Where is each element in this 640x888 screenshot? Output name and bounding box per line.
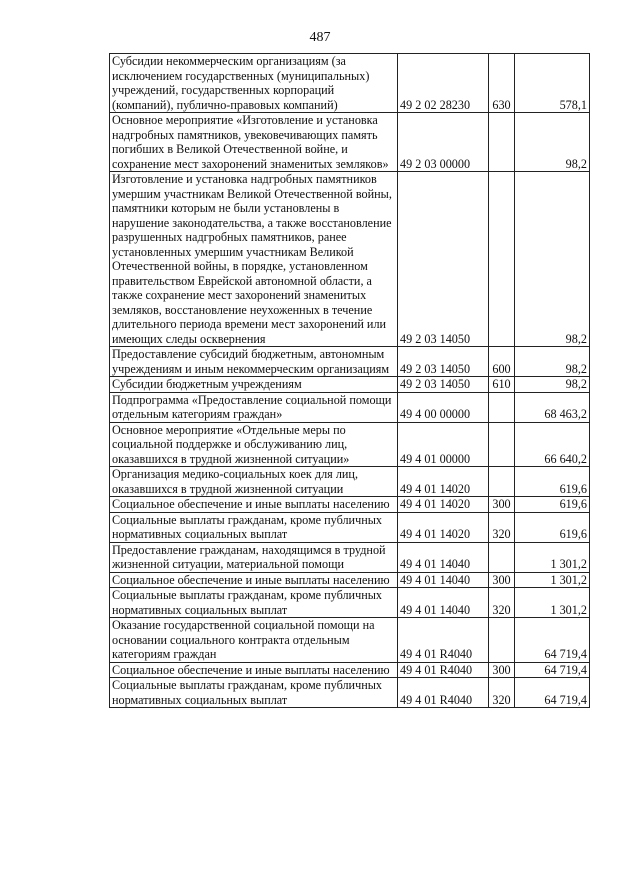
row-description: Основное мероприятие «Изготовление и установка надгробных памятников, увековечивающих память погибших в Великой Отечественной войне, и сохранение мест захоронений знаменитых земляков»: [110, 113, 398, 172]
row-description: Социальное обеспечение и иные выплаты населению: [110, 662, 398, 678]
row-amount: 98,2: [515, 347, 590, 377]
row-code: 49 2 03 00000: [398, 113, 489, 172]
row-code: 49 4 01 R4040: [398, 678, 489, 708]
row-description: Социальное обеспечение и иные выплаты населению: [110, 572, 398, 588]
row-amount: 68 463,2: [515, 392, 590, 422]
row-code: 49 4 01 14020: [398, 467, 489, 497]
row-expense-type: 320: [489, 512, 515, 542]
row-amount: 619,6: [515, 467, 590, 497]
row-code: 49 2 03 14050: [398, 347, 489, 377]
table-row: [110, 347, 590, 377]
table-row: [110, 678, 590, 708]
row-amount: 66 640,2: [515, 422, 590, 467]
table-row: [110, 572, 590, 588]
row-description: Социальное обеспечение и иные выплаты населению: [110, 497, 398, 513]
table-row: [110, 113, 590, 172]
row-expense-type: [489, 172, 515, 347]
row-amount: 619,6: [515, 512, 590, 542]
table-row: [110, 377, 590, 393]
row-code: 49 4 01 14040: [398, 588, 489, 618]
row-amount: 98,2: [515, 113, 590, 172]
row-code: 49 4 01 R4040: [398, 662, 489, 678]
row-description: Организация медико-социальных коек для лиц, оказавшихся в трудной жизненной ситуации: [110, 467, 398, 497]
row-expense-type: [489, 113, 515, 172]
row-code: 49 4 01 14040: [398, 572, 489, 588]
row-amount: 578,1: [515, 54, 590, 113]
row-amount: 619,6: [515, 497, 590, 513]
row-expense-type: [489, 392, 515, 422]
row-code: 49 2 02 28230: [398, 54, 489, 113]
row-description: Изготовление и установка надгробных памятников умершим участникам Великой Отечественной войны, памятники которым не были установлены в нарушение законодательства, а также восстановление разрушенных надгробных памятников, ранее установленных умершим участникам Великой Отечественной войны, в порядке, установленном правительством Еврейской автономной области, а также сохранение мест захоронений знаменитых земляков, восстановление неухоженных в течение длительного периода времени мест захоронений или имеющих следы осквернения: [110, 172, 398, 347]
row-code: 49 4 01 14020: [398, 497, 489, 513]
row-description: Социальные выплаты гражданам, кроме публичных нормативных социальных выплат: [110, 678, 398, 708]
row-code: 49 2 03 14050: [398, 377, 489, 393]
row-description: Подпрограмма «Предоставление социальной помощи отдельным категориям граждан»: [110, 392, 398, 422]
row-expense-type: [489, 542, 515, 572]
row-amount: 64 719,4: [515, 662, 590, 678]
row-expense-type: 630: [489, 54, 515, 113]
table-row: [110, 588, 590, 618]
row-expense-type: 300: [489, 662, 515, 678]
row-code: 49 4 01 R4040: [398, 618, 489, 663]
row-code: 49 4 01 14040: [398, 542, 489, 572]
row-code: 49 4 01 00000: [398, 422, 489, 467]
row-expense-type: [489, 618, 515, 663]
row-amount: 1 301,2: [515, 588, 590, 618]
budget-table: [109, 53, 590, 708]
table-row: [110, 422, 590, 467]
row-description: Социальные выплаты гражданам, кроме публичных нормативных социальных выплат: [110, 512, 398, 542]
table-row: [110, 392, 590, 422]
row-description: Субсидии бюджетным учреждениям: [110, 377, 398, 393]
row-expense-type: [489, 467, 515, 497]
table-row: [110, 662, 590, 678]
row-expense-type: 320: [489, 678, 515, 708]
row-description: Социальные выплаты гражданам, кроме публичных нормативных социальных выплат: [110, 588, 398, 618]
table-row: [110, 618, 590, 663]
table-row: [110, 54, 590, 113]
row-description: Предоставление гражданам, находящимся в трудной жизненной ситуации, материальной помощи: [110, 542, 398, 572]
row-amount: 64 719,4: [515, 678, 590, 708]
row-amount: 98,2: [515, 172, 590, 347]
row-code: 49 4 01 14020: [398, 512, 489, 542]
page-number: 487: [309, 30, 331, 45]
table-row: [110, 542, 590, 572]
table-row: [110, 512, 590, 542]
row-description: Предоставление субсидий бюджетным, автономным учреждениям и иным некоммерческим организациям: [110, 347, 398, 377]
row-expense-type: [489, 422, 515, 467]
row-description: Субсидии некоммерческим организациям (за исключением государственных (муниципальных) учреждений, государственных корпораций (компаний), публично-правовых компаний): [110, 54, 398, 113]
table-row: [110, 497, 590, 513]
row-description: Основное мероприятие «Отдельные меры по социальной поддержке и обслуживанию лиц, оказавшихся в трудной жизненной ситуации»: [110, 422, 398, 467]
row-amount: 1 301,2: [515, 572, 590, 588]
row-expense-type: 600: [489, 347, 515, 377]
row-expense-type: 610: [489, 377, 515, 393]
row-code: 49 2 03 14050: [398, 172, 489, 347]
table-row: [110, 467, 590, 497]
row-amount: 98,2: [515, 377, 590, 393]
row-amount: 64 719,4: [515, 618, 590, 663]
budget-table-body: [110, 54, 590, 708]
row-expense-type: 300: [489, 572, 515, 588]
row-description: Оказание государственной социальной помощи на основании социального контракта отдельным категориям граждан: [110, 618, 398, 663]
row-code: 49 4 00 00000: [398, 392, 489, 422]
row-amount: 1 301,2: [515, 542, 590, 572]
row-expense-type: 300: [489, 497, 515, 513]
row-expense-type: 320: [489, 588, 515, 618]
table-row: [110, 172, 590, 347]
